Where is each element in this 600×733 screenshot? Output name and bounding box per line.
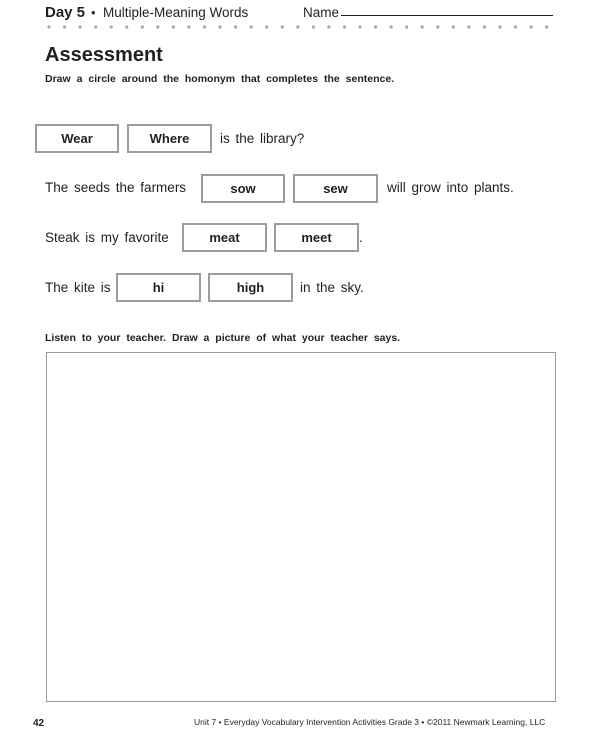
divider-dot xyxy=(250,25,253,28)
sentence-3-after: . xyxy=(359,230,363,245)
page-number: 42 xyxy=(33,718,45,729)
divider-dot xyxy=(483,25,486,28)
choice-high[interactable]: high xyxy=(208,273,293,302)
divider-dot xyxy=(452,25,455,28)
divider-dot xyxy=(234,25,237,28)
divider-dot xyxy=(436,25,439,28)
choice-where[interactable]: Where xyxy=(127,124,212,153)
divider-dot xyxy=(141,25,144,28)
divider-dot xyxy=(219,25,222,28)
sentence-2-before: The seeds the farmers xyxy=(45,180,187,195)
divider-dot xyxy=(125,25,128,28)
divider-dot xyxy=(467,25,470,28)
dotted-divider xyxy=(47,25,563,29)
divider-dot xyxy=(374,25,377,28)
divider-dot xyxy=(79,25,82,28)
choice-meet[interactable]: meet xyxy=(274,223,359,252)
sentence-4-before: The kite is xyxy=(45,280,111,295)
divider-dot xyxy=(47,25,50,28)
divider-dot xyxy=(63,25,66,28)
divider-dot xyxy=(327,25,330,28)
divider-dot xyxy=(545,25,548,28)
divider-dot xyxy=(343,25,346,28)
divider-dot xyxy=(156,25,159,28)
divider-dot xyxy=(94,25,97,28)
divider-dot xyxy=(265,25,268,28)
divider-dot xyxy=(405,25,408,28)
divider-dot xyxy=(203,25,206,28)
sentence-3-before: Steak is my favorite xyxy=(45,230,169,245)
section-title: Assessment xyxy=(45,44,163,66)
divider-dot xyxy=(498,25,501,28)
divider-dot xyxy=(281,25,284,28)
header-bullet: • xyxy=(91,5,96,20)
divider-dot xyxy=(514,25,517,28)
divider-dot xyxy=(296,25,299,28)
sentence-4-after: in the sky. xyxy=(300,280,364,295)
divider-dot xyxy=(421,25,424,28)
drawing-area[interactable] xyxy=(46,352,556,702)
divider-dot xyxy=(530,25,533,28)
drawing-instructions: Listen to your teacher. Draw a picture of what your teacher says. xyxy=(45,332,401,344)
sentence-1-after: is the library? xyxy=(220,131,305,146)
choice-sow[interactable]: sow xyxy=(201,174,285,203)
divider-dot xyxy=(390,25,393,28)
choice-wear[interactable]: Wear xyxy=(35,124,119,153)
homonym-instructions: Draw a circle around the homonym that completes the sentence. xyxy=(45,73,395,85)
name-label: Name xyxy=(303,5,340,20)
divider-dot xyxy=(312,25,315,28)
divider-dot xyxy=(358,25,361,28)
footer-credit: Unit 7 • Everyday Vocabulary Intervention Activities Grade 3 • ©2011 Newmark Learning, LLC xyxy=(194,717,546,727)
divider-dot xyxy=(172,25,175,28)
choice-hi[interactable]: hi xyxy=(116,273,201,302)
day-label: Day 5 xyxy=(45,4,86,21)
choice-meat[interactable]: meat xyxy=(182,223,267,252)
divider-dot xyxy=(110,25,113,28)
sentence-2-after: will grow into plants. xyxy=(387,180,514,195)
name-field[interactable] xyxy=(341,15,553,16)
lesson-subtitle: Multiple-Meaning Words xyxy=(103,5,249,20)
divider-dot xyxy=(187,25,190,28)
choice-sew[interactable]: sew xyxy=(293,174,378,203)
